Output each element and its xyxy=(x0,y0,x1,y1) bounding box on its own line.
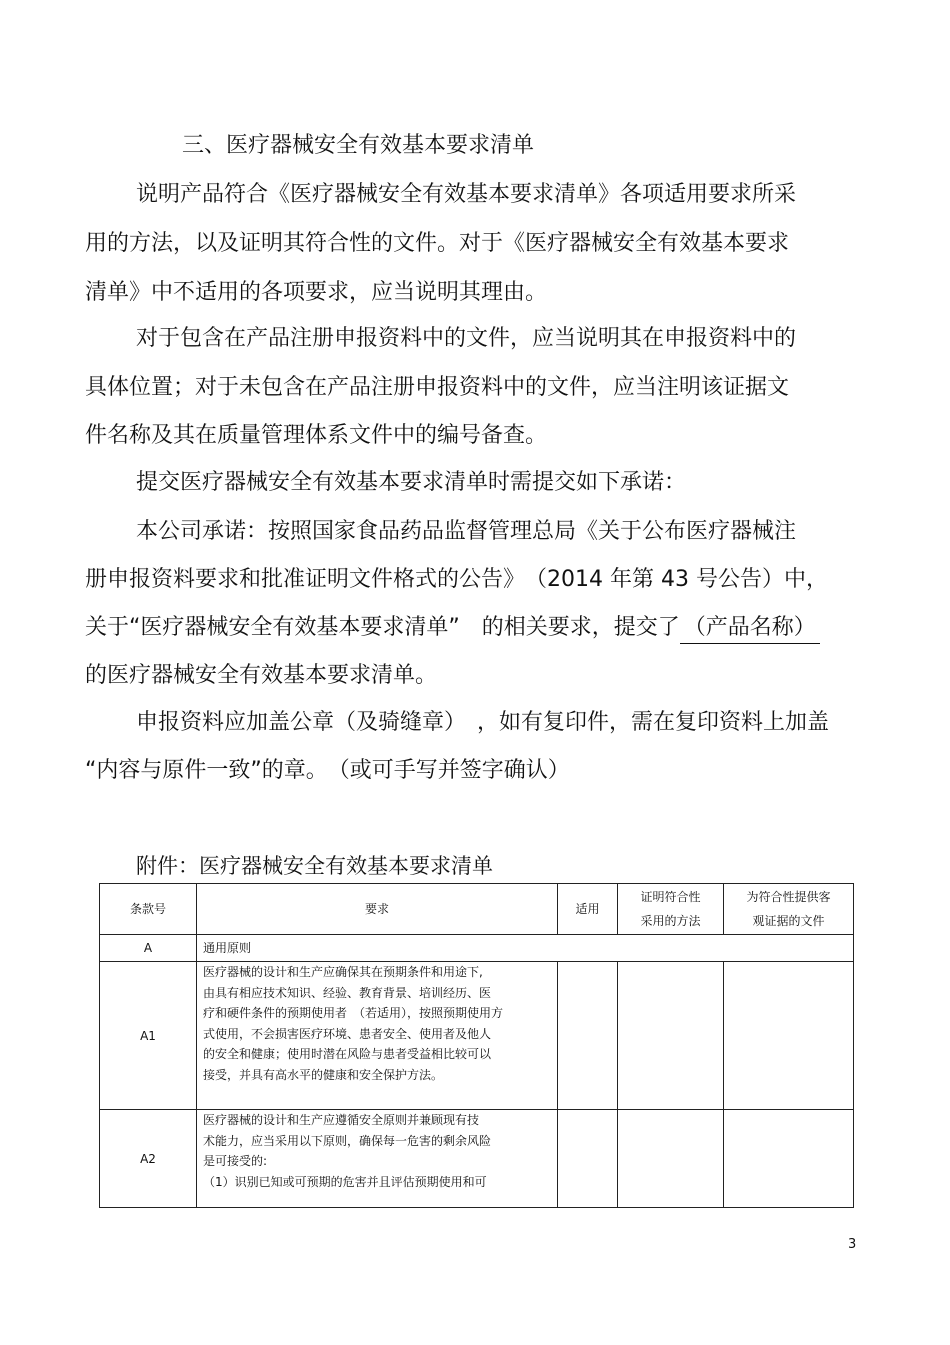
commitment-text: 关于“医疗器械安全有效基本要求清单” 的相关要求，提交了 xyxy=(85,615,680,640)
section-title: 三、医疗器械安全有效基本要求清单 xyxy=(182,133,535,158)
requirement-line: 疗和硬件条件的预期使用者 （若适用），按照预期使用方 xyxy=(203,1006,504,1020)
header-method xyxy=(618,884,724,935)
paragraph-line: 对于包含在产品注册申报资料中的文件，应当说明其在申报资料中的 xyxy=(136,326,797,351)
clause-code: A xyxy=(100,935,197,962)
method-cell xyxy=(618,1110,724,1208)
commitment-line xyxy=(85,613,820,644)
paragraph-line: 说明产品符合《医疗器械安全有效基本要求清单》各项适用要求所采 xyxy=(136,182,797,207)
paragraph-line: 具体位置；对于未包含在产品注册申报资料中的文件，应当注明该证据文 xyxy=(85,375,790,400)
requirement-text xyxy=(197,935,854,962)
applicable-cell xyxy=(558,962,618,1110)
clause-code: A2 xyxy=(100,1110,197,1208)
product-name-blank: （产品名称） xyxy=(680,613,820,644)
requirement-line: 由具有相应技术知识、经验、教育背景、培训经历、医 xyxy=(203,985,492,1000)
requirement-line: 医疗器械的设计和生产应确保其在预期条件和用途下, xyxy=(203,965,483,979)
requirement-text xyxy=(197,1110,558,1208)
seal-note-line: “内容与原件一致”的章。 （或可手写并签字确认） xyxy=(85,758,570,783)
evidence-cell xyxy=(724,1110,854,1208)
commitment-line: 的医疗器械安全有效基本要求清单。 xyxy=(85,663,438,688)
table-row xyxy=(100,935,854,962)
paragraph-line: 清单》中不适用的各项要求，应当说明其理由。 xyxy=(85,280,548,305)
paragraph-line: 件名称及其在质量管理体系文件中的编号备查。 xyxy=(85,423,548,448)
requirement-line: 术能力，应当采用以下原则，确保每一危害的剩余风险 xyxy=(203,1133,492,1148)
header-applicable: 适用 xyxy=(558,884,618,935)
requirement-line: 接受，并具有高水平的健康和安全保护方法。 xyxy=(203,1067,444,1082)
paragraph-line: 用的方法，以及证明其符合性的文件。对于《医疗器械安全有效基本要求 xyxy=(85,231,790,256)
evidence-cell xyxy=(724,962,854,1110)
header-evidence-line: 观证据的文件 xyxy=(752,914,825,928)
table-row xyxy=(100,1110,854,1208)
requirement-line: 医疗器械的设计和生产应遵循安全原则并兼顾现有技 xyxy=(203,1113,480,1127)
paragraph-line: 提交医疗器械安全有效基本要求清单时需提交如下承诺： xyxy=(136,470,687,495)
table-header-row xyxy=(100,884,854,935)
header-clause: 条款号 xyxy=(100,884,197,935)
commitment-line: 册申报资料要求和批准证明文件格式的公告》 （2014 年第 43 号公告）中， xyxy=(85,567,828,592)
seal-note-line: 申报资料应加盖公章（及骑缝章） ，如有复印件，需在复印资料上加盖 xyxy=(136,710,830,735)
page-number: 3 xyxy=(848,1237,857,1252)
requirements-table xyxy=(99,883,854,1208)
header-evidence-line: 为符合性提供客 xyxy=(746,890,831,904)
header-method-line: 采用的方法 xyxy=(640,914,701,928)
table-row xyxy=(100,962,854,1110)
clause-code: A1 xyxy=(100,962,197,1110)
applicable-cell xyxy=(558,1110,618,1208)
header-method-line: 证明符合性 xyxy=(640,890,701,904)
commitment-line: 本公司承诺：按照国家食品药品监督管理总局《关于公布医疗器械注 xyxy=(136,519,797,544)
header-requirement: 要求 xyxy=(197,884,558,935)
requirement-line: 的安全和健康；使用时潜在风险与患者受益相比较可以 xyxy=(203,1047,492,1061)
annex-title: 附件：医疗器械安全有效基本要求清单 xyxy=(136,854,493,878)
method-cell xyxy=(618,962,724,1110)
requirement-line: 通用原则 xyxy=(203,940,252,955)
requirement-line: （1）识别已知或可预期的危害并且评估预期使用和可 xyxy=(203,1174,487,1189)
requirement-line: 式使用，不会损害医疗环境、患者安全、使用者及他人 xyxy=(203,1026,492,1041)
requirement-line: 是可接受的: xyxy=(203,1154,268,1168)
header-evidence xyxy=(724,884,854,935)
requirement-text xyxy=(197,962,558,1110)
